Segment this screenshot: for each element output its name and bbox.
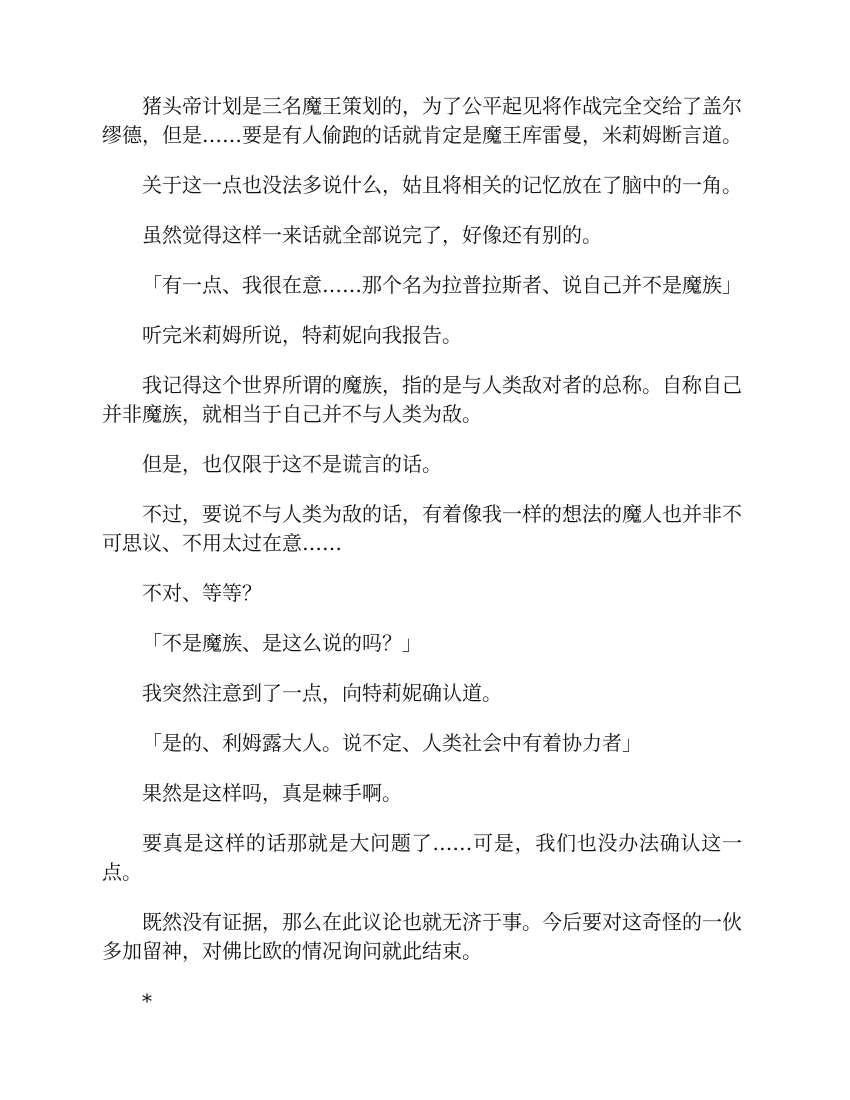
paragraph: 要真是这样的话那就是大问题了……可是，我们也没办法确认这一点。 — [102, 831, 742, 884]
paragraph: 我记得这个世界所谓的魔族，指的是与人类敌对者的总称。自称自己并非魔族，就相当于自己并不与人类为敌。 — [102, 373, 742, 426]
dialogue-paragraph: 「是的、利姆露大人。说不定、人类社会中有着协力者」 — [142, 731, 642, 755]
paragraph: 既然没有证据，那么在此议论也就无济于事。今后要对这奇怪的一伙多加留神，对佛比欧的情况询问就此结束。 — [102, 910, 742, 963]
paragraph: 关于这一点也没法多说什么，姑且将相关的记忆放在了脑中的一角。 — [142, 173, 742, 197]
document-page — [102, 92, 742, 1037]
paragraph: 不过，要说不与人类为敌的话，有着像我一样的想法的魔人也并非不可思议、不用太过在意…… — [102, 502, 742, 555]
section-break: * — [142, 989, 152, 1013]
paragraph: 听完米莉姆所说，特莉妮向我报告。 — [142, 323, 462, 347]
paragraph: 我突然注意到了一点，向特莉妮确认道。 — [142, 681, 502, 705]
dialogue-paragraph: 「不是魔族、是这么说的吗？」 — [142, 631, 422, 655]
paragraph: 果然是这样吗，真是棘手啊。 — [142, 781, 402, 805]
paragraph: 但是，也仅限于这不是谎言的话。 — [142, 452, 442, 476]
paragraph: 不对、等等？ — [142, 581, 262, 605]
paragraph: 虽然觉得这样一来话就全部说完了，好像还有别的。 — [142, 223, 602, 247]
paragraph: 猪头帝计划是三名魔王策划的，为了公平起见将作战完全交给了盖尔缪德，但是……要是有人偷跑的话就肯定是魔王库雷曼，米莉姆断言道。 — [102, 94, 742, 147]
dialogue-paragraph: 「有一点、我很在意……那个名为拉普拉斯者、说自己并不是魔族」 — [142, 273, 742, 297]
